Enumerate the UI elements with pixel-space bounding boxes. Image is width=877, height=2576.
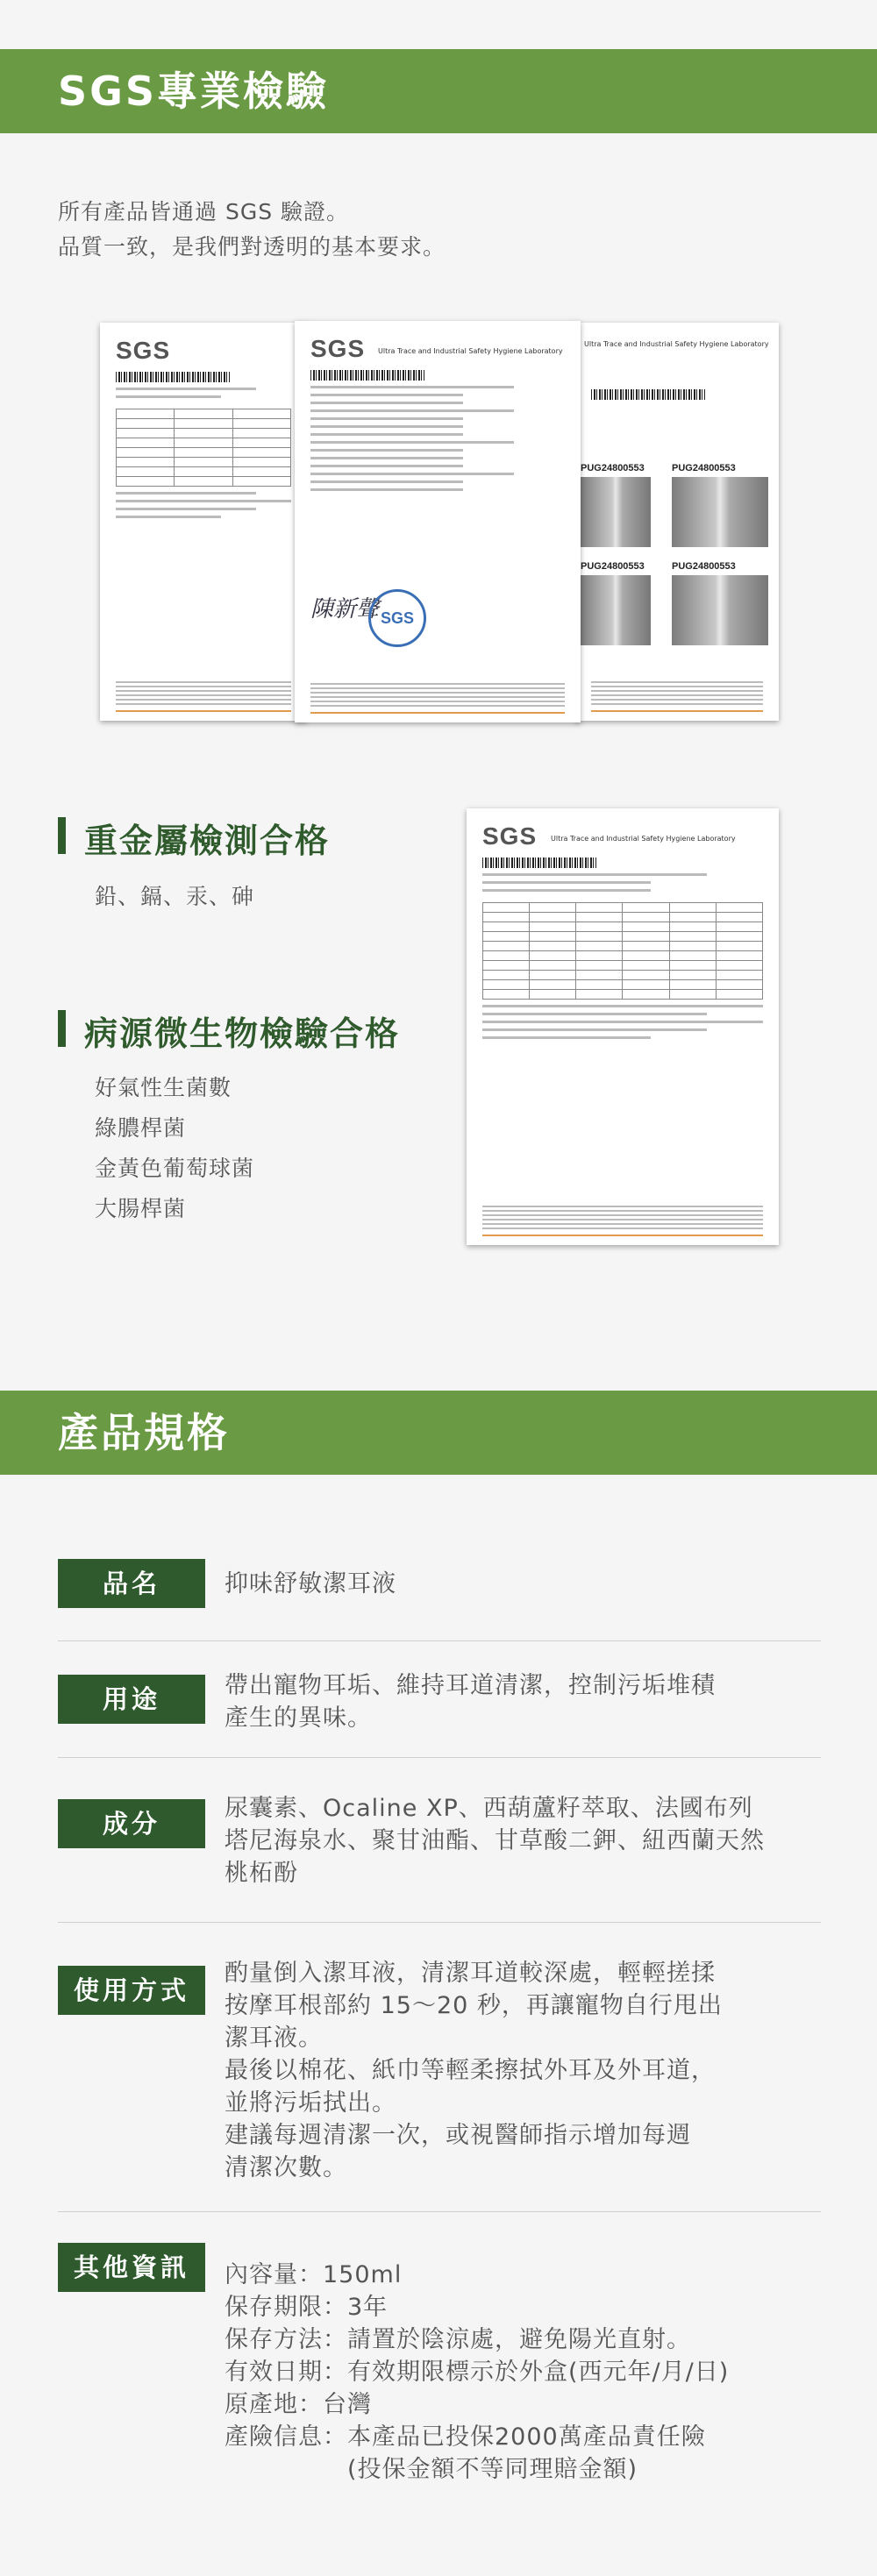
sgs-logo: SGS bbox=[310, 335, 366, 362]
sgs-intro bbox=[58, 195, 446, 265]
photo-label-4: PUG24800553 bbox=[672, 561, 736, 572]
report-footer-line bbox=[310, 712, 565, 714]
spec-line: 最後以棉花、紙巾等輕柔擦拭外耳及外耳道， bbox=[225, 2057, 716, 2084]
spec-line: 建議每週清潔一次，或視醫師指示增加每週 bbox=[225, 2122, 691, 2149]
spec-line: 保存方法：請置於陰涼處，避免陽光直射。 bbox=[225, 2326, 691, 2353]
heavy-metal-heading: 重金屬檢測合格 bbox=[58, 814, 330, 862]
spec-line: 清潔次數。 bbox=[225, 2154, 347, 2181]
spec-line: 潔耳液。 bbox=[225, 2025, 323, 2052]
divider bbox=[58, 2211, 821, 2212]
sgs-logo: SGS bbox=[116, 337, 171, 364]
photo-label-3: PUG24800553 bbox=[581, 561, 645, 572]
sgs-stamp: SGS bbox=[368, 589, 426, 647]
signature: 陳新聲 bbox=[310, 596, 380, 623]
spec-value bbox=[225, 1957, 830, 2184]
report-footer-line bbox=[591, 710, 763, 712]
divider bbox=[58, 1640, 821, 1641]
spec-label: 用途 bbox=[58, 1675, 205, 1724]
spec-line: 帶出寵物耳垢、維持耳道清潔，控制污垢堆積 bbox=[225, 1672, 716, 1699]
report-barcode bbox=[310, 370, 424, 381]
pathogen-items bbox=[95, 1068, 254, 1229]
sgs-section-banner: SGS專業檢驗 bbox=[0, 49, 877, 133]
report-document-2 bbox=[295, 321, 581, 722]
pathogen-item: 大腸桿菌 bbox=[95, 1196, 187, 1221]
spec-line: 原產地：台灣 bbox=[225, 2391, 372, 2418]
photo-label-1: PUG24800553 bbox=[581, 463, 645, 473]
spec-line: 保存期限：3年 bbox=[225, 2294, 389, 2321]
report-fine-print bbox=[310, 680, 565, 707]
heavy-metal-items: 鉛、鎘、汞、砷 bbox=[95, 884, 255, 909]
report-footer-line bbox=[482, 1235, 763, 1236]
sample-photo bbox=[672, 477, 768, 547]
spec-line: 按摩耳根部約 15～20 秒，再讓寵物自行甩出 bbox=[225, 1992, 723, 2019]
report-document-photos bbox=[575, 323, 779, 721]
spec-line: 抑味舒敏潔耳液 bbox=[225, 1570, 396, 1598]
report-barcode bbox=[591, 389, 705, 400]
spec-label: 品名 bbox=[58, 1559, 205, 1608]
lab-name: Ultra Trace and Industrial Safety Hygiene Laboratory bbox=[551, 835, 736, 843]
spec-label: 其他資訊 bbox=[58, 2243, 205, 2292]
report-barcode bbox=[482, 857, 596, 868]
spec-line: 內容量：150ml bbox=[225, 2261, 403, 2288]
pathogen-item: 綠膿桿菌 bbox=[95, 1115, 187, 1141]
report-document-heavy-metal bbox=[467, 808, 779, 1245]
report-barcode bbox=[116, 372, 230, 382]
intro-line-2: 品質一致，是我們對透明的基本要求。 bbox=[58, 234, 446, 260]
report-document-1 bbox=[100, 323, 307, 721]
spec-section-banner: 產品規格 bbox=[0, 1391, 877, 1475]
spec-line: 並將污垢拭出。 bbox=[225, 2089, 396, 2117]
sgs-logo: SGS bbox=[482, 822, 538, 850]
spec-value bbox=[225, 2259, 830, 2486]
divider bbox=[58, 1922, 821, 1923]
spec-line: (投保金額不等同理賠金額) bbox=[225, 2456, 638, 2483]
spec-value bbox=[225, 1568, 830, 1600]
spec-line: 酌量倒入潔耳液，清潔耳道較深處，輕輕搓揉 bbox=[225, 1960, 716, 1987]
photo-label-2: PUG24800553 bbox=[672, 463, 736, 473]
spec-line: 有效日期：有效期限標示於外盒(西元年/月/日) bbox=[225, 2359, 730, 2386]
report-fine-print bbox=[116, 679, 291, 705]
lab-name: Ultra Trace and Industrial Safety Hygiene Laboratory bbox=[378, 347, 563, 355]
spec-value bbox=[225, 1792, 830, 1889]
divider bbox=[58, 1757, 821, 1758]
lab-name: Ultra Trace and Industrial Safety Hygiene Laboratory bbox=[584, 340, 769, 348]
report-table bbox=[482, 902, 763, 1000]
spec-label: 成分 bbox=[58, 1799, 205, 1848]
report-fine-print bbox=[482, 1203, 763, 1229]
spec-label: 使用方式 bbox=[58, 1966, 205, 2015]
pathogen-item: 好氣性生菌數 bbox=[95, 1075, 232, 1100]
pathogen-heading: 病源微生物檢驗合格 bbox=[58, 1007, 400, 1055]
spec-line: 塔尼海泉水、聚甘油酯、甘草酸二鉀、紐西蘭天然 bbox=[225, 1827, 765, 1854]
spec-line: 桃柘酚 bbox=[225, 1860, 298, 1887]
sample-photo bbox=[581, 575, 651, 645]
intro-line-1: 所有產品皆通過 SGS 驗證。 bbox=[58, 199, 350, 224]
report-table bbox=[116, 409, 291, 487]
spec-line: 產險信息：本產品已投保2000萬產品責任險 bbox=[225, 2423, 706, 2451]
spec-line: 產生的異味。 bbox=[225, 1704, 372, 1732]
sample-photo bbox=[581, 477, 651, 547]
spec-value bbox=[225, 1669, 830, 1734]
report-footer-line bbox=[116, 710, 291, 712]
sample-photo bbox=[672, 575, 768, 645]
pathogen-item: 金黃色葡萄球菌 bbox=[95, 1156, 255, 1181]
report-fine-print bbox=[591, 679, 763, 705]
spec-line: 尿囊素、Ocaline XP、西葫蘆籽萃取、法國布列 bbox=[225, 1795, 753, 1822]
